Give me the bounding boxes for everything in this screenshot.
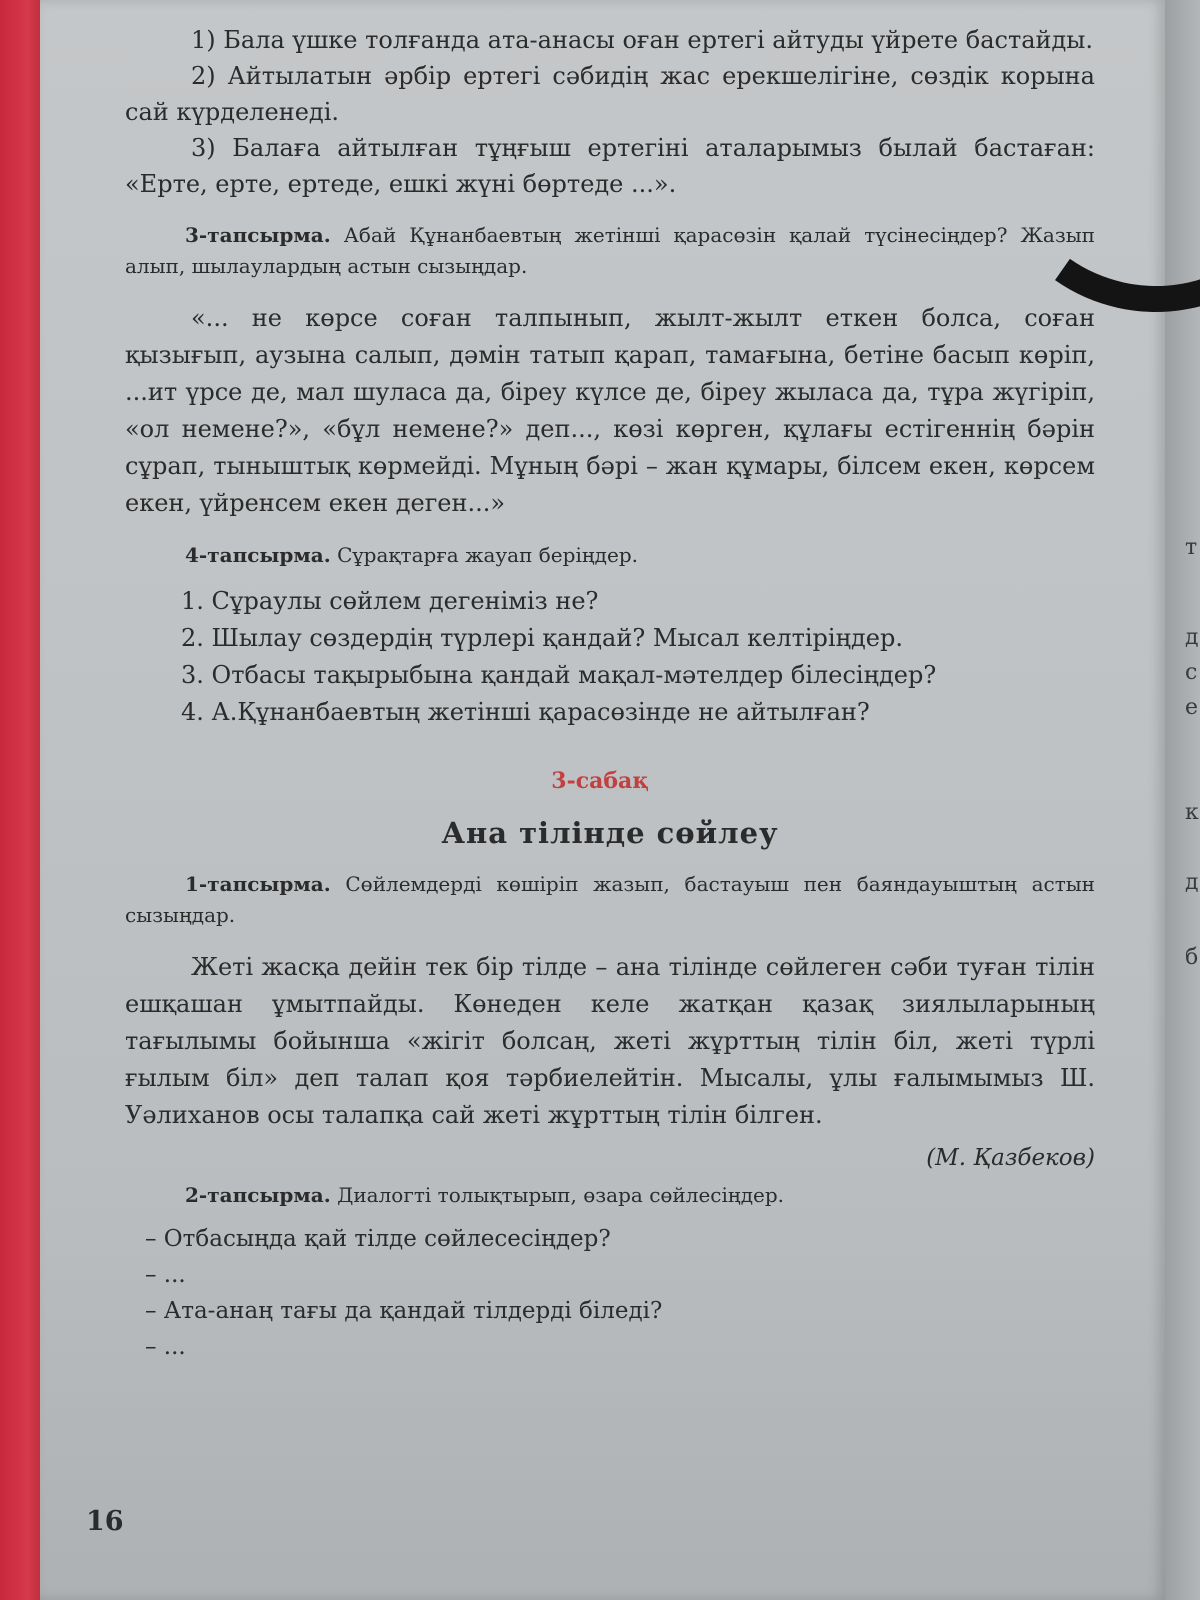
question-item: 1. Сұраулы сөйлем дегеніміз не? xyxy=(181,587,599,615)
next-page-letter: д xyxy=(1185,625,1199,650)
dialog xyxy=(145,1221,1095,1365)
task-1 xyxy=(125,869,1095,931)
lesson-label: 3-сабақ xyxy=(551,768,649,794)
task-3-label: 3-тапсырма. xyxy=(185,223,331,247)
statement-3: 3) Балаға айтылған тұңғыш ертегіні аталарымыз былай бастаған: «Ерте, ерте, ертеде, ешкі жүні бөртеде ...». xyxy=(125,134,1095,198)
next-page-letter: т xyxy=(1185,535,1198,560)
dialog-line: – ... xyxy=(145,1334,186,1360)
task-2 xyxy=(125,1180,1095,1211)
dialog-line: – Отбасыңда қай тілде сөйлесесіңдер? xyxy=(145,1226,611,1252)
task-1-text: Сөйлемдерді көшіріп жазып, бастауыш пен баяндауыштың астын сызыңдар. xyxy=(125,872,1096,927)
question-item: 4. А.Құнанбаевтың жетінші қарасөзінде не айтылған? xyxy=(181,698,870,726)
task-3 xyxy=(125,220,1095,282)
question-item: 2. Шылау сөздердің түрлері қандай? Мысал келтіріңдер. xyxy=(181,624,903,652)
page-content xyxy=(125,22,1095,1365)
passage-author: (М. Қазбеков) xyxy=(926,1145,1095,1171)
task-2-text: Диалогті толықтырып, өзара сөйлесіңдер. xyxy=(337,1183,785,1207)
abai-quote: «... не көрсе соған талпынып, жылт-жылт еткен болса, соған қызығып, аузына салып, дәмін татып қарап, тамағына, бетіне басып көріп, ...ит үрсе де, мал шуласа да, біреу күлсе де, біреу жыласа да, тұра жүгіріп, «ол немене?», «бұл немене?» деп..., көзі көрген, құлағы естігеннің бәрін сұрап, тыныштық көрмейді. Мұның бәрі – жан құмары, білсем екен, көрсем екен, үйренсем екен деген...» xyxy=(125,304,1095,517)
question-item: 3. Отбасы тақырыбына қандай мақал-мәтелдер білесіңдер? xyxy=(181,661,937,689)
lesson-title: Ана тілінде сөйлеу xyxy=(441,816,779,850)
reading-passage: Жеті жасқа дейін тек бір тілде – ана тілінде сөйлеген сәби туған тілін ешқашан ұмытпайды. Көнеден келе жатқан қазақ зиялыларының тағылымы бойынша «жігіт болсаң, жеті жұрттың тілін біл, жеті түрлі ғылым біл» деп талап қоя тәрбиелейтін. Мысалы, ұлы ғалымымыз Ш. Уәлиханов осы талапқа сай жеті жұрттың тілін білген. xyxy=(125,953,1095,1129)
task-2-label: 2-тапсырма. xyxy=(185,1183,331,1207)
next-page-letter: б xyxy=(1185,945,1199,970)
dialog-line: – Ата-анаң тағы да қандай тілдерді біледі? xyxy=(145,1298,663,1324)
task-4-label: 4-тапсырма. xyxy=(185,543,331,567)
question-list xyxy=(181,583,1095,731)
next-page-letter: к xyxy=(1185,800,1199,825)
page-number: 16 xyxy=(86,1506,124,1537)
next-page-letter: е xyxy=(1185,695,1199,720)
task-4-text: Сұрақтарға жауап беріңдер. xyxy=(337,543,638,567)
next-page-letter: д xyxy=(1185,870,1199,895)
task-3-text: Абай Құнанбаевтың жетінші қарасөзін қалай түсінесіңдер? Жазып алып, шылаулардың астын сызыңдар. xyxy=(125,223,1096,278)
task-4 xyxy=(125,540,1095,571)
statement-2: 2) Айтылатын әрбір ертегі сәбидің жас ерекшелігіне, сөздік корына сай күрделенеді. xyxy=(125,62,1095,126)
statement-1: 1) Бала үшке толғанда ата-анасы оған ертегі айтуды үйрете бастайды. xyxy=(191,26,1094,54)
dialog-line: – ... xyxy=(145,1262,186,1288)
next-page-letter: с xyxy=(1185,660,1198,685)
task-1-label: 1-тапсырма. xyxy=(185,872,331,896)
